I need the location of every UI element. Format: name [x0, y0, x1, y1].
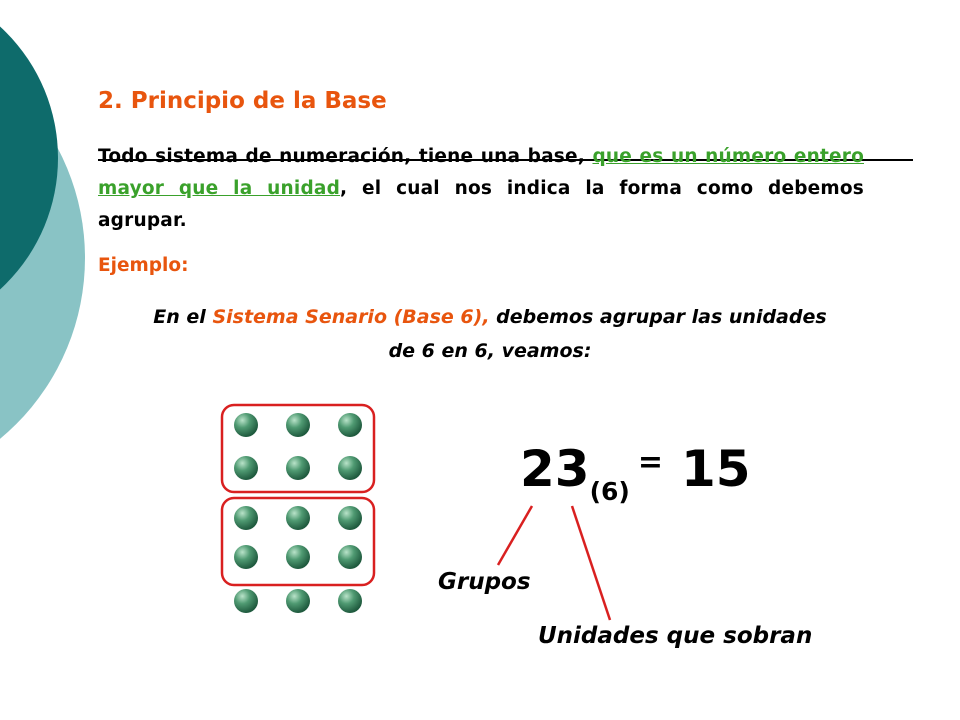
bead	[286, 506, 310, 530]
paragraph-text-1: Todo sistema de numeración, tiene una base,	[98, 146, 593, 167]
bead	[286, 545, 310, 569]
digit-groups: 2	[520, 440, 555, 498]
base-subscript: (6)	[589, 477, 630, 506]
groups-label: Grupos	[438, 569, 531, 595]
bead	[234, 545, 258, 569]
pointer-line-groups	[498, 506, 532, 565]
bead	[286, 589, 310, 613]
example-highlight: Sistema Senario (Base 6),	[212, 306, 490, 328]
slide-title: 2. Principio de la Base	[98, 88, 387, 114]
pointer-line-units	[572, 506, 610, 620]
bead	[234, 506, 258, 530]
bead	[338, 545, 362, 569]
bead	[338, 506, 362, 530]
digit-units: 3	[554, 440, 590, 498]
bead	[234, 413, 258, 437]
remainder-label: Unidades que sobran	[538, 623, 813, 649]
bead	[234, 456, 258, 480]
example-label: Ejemplo:	[98, 255, 189, 276]
equals-sign: =	[637, 445, 663, 480]
highlighted-definition: que es un número entero mayor que la unidad	[98, 146, 864, 199]
bead	[234, 589, 258, 613]
example-text-2: debemos agrupar las unidades de 6 en 6, veamos:	[388, 306, 827, 362]
bead	[338, 456, 362, 480]
bead	[338, 589, 362, 613]
paragraph-text-2: , el cual nos indica la forma como debemos agrupar.	[98, 178, 864, 231]
example-text-1: En el	[153, 306, 213, 328]
bead	[338, 413, 362, 437]
base-formula	[520, 440, 751, 506]
decimal-result: 15	[680, 440, 751, 498]
bead	[286, 413, 310, 437]
bead	[286, 456, 310, 480]
